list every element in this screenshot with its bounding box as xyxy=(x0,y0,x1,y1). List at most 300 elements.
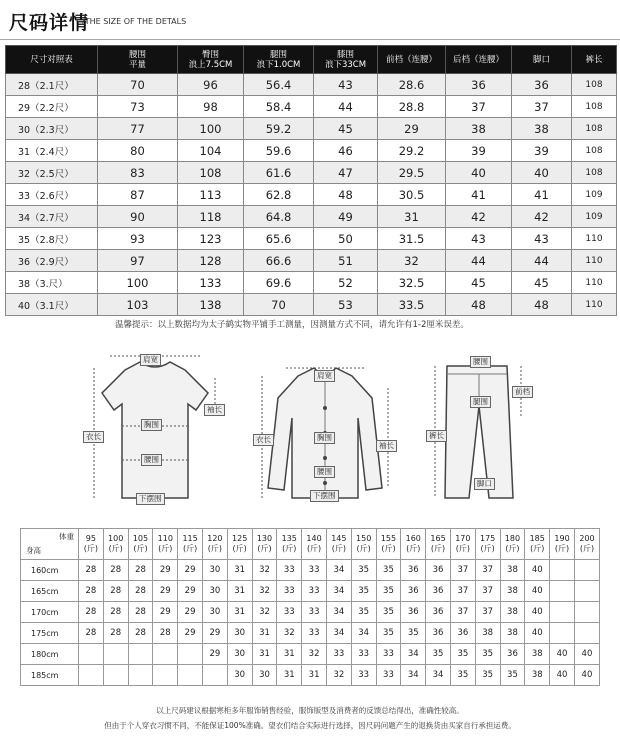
size-label-cell: 34（2.7尺） xyxy=(6,206,98,228)
weight-header-row xyxy=(21,529,600,560)
size-row xyxy=(6,118,617,140)
column-title: 脚口 xyxy=(532,54,550,65)
size-value-cell: 39 xyxy=(446,140,512,162)
size-recommendation-cell: 37 xyxy=(450,602,475,623)
size-value-cell: 28.8 xyxy=(378,96,446,118)
size-value-cell: 108 xyxy=(178,162,244,184)
weight-header-cell xyxy=(178,529,203,560)
column-title: 前档（连腰） xyxy=(385,54,437,65)
height-row xyxy=(21,560,600,581)
size-recommendation-cell: 38 xyxy=(500,581,525,602)
size-value-cell: 70 xyxy=(244,294,314,316)
page-header xyxy=(0,0,620,44)
size-recommendation-cell: 36 xyxy=(500,644,525,665)
column-subtitle: 浪下33CM xyxy=(324,59,367,70)
weight-value: 135 xyxy=(281,534,297,543)
length-label-2: 衣长 xyxy=(253,434,274,446)
size-recommendation-cell: 34 xyxy=(326,581,351,602)
height-row xyxy=(21,665,600,686)
size-recommendation-cell: 28 xyxy=(153,623,178,644)
weight-header-cell xyxy=(450,529,475,560)
size-column-header xyxy=(314,46,378,74)
size-recommendation-cell: 34 xyxy=(401,665,426,686)
size-value-cell: 138 xyxy=(178,294,244,316)
size-recommendation-cell: 31 xyxy=(277,644,302,665)
size-recommendation-cell: 38 xyxy=(525,665,550,686)
weight-header-cell xyxy=(525,529,550,560)
height-row xyxy=(21,602,600,623)
size-recommendation-cell xyxy=(550,581,575,602)
size-recommendation-cell: 35 xyxy=(351,581,376,602)
size-value-cell: 45 xyxy=(446,272,512,294)
weight-header-cell xyxy=(376,529,401,560)
size-recommendation-cell: 35 xyxy=(351,560,376,581)
size-value-cell: 32 xyxy=(378,250,446,272)
size-value-cell: 133 xyxy=(178,272,244,294)
size-row xyxy=(6,250,617,272)
size-recommendation-cell: 37 xyxy=(475,560,500,581)
size-recommendation-cell: 28 xyxy=(128,623,153,644)
size-recommendation-cell: 28 xyxy=(128,581,153,602)
size-recommendation-cell: 36 xyxy=(450,623,475,644)
size-recommendation-cell: 30 xyxy=(202,581,227,602)
weight-value: 180 xyxy=(504,534,521,543)
size-recommendation-cell xyxy=(79,644,104,665)
weight-header-cell xyxy=(326,529,351,560)
column-subtitle: 平量 xyxy=(128,59,146,70)
size-recommendation-cell: 32 xyxy=(252,560,277,581)
weight-header-cell xyxy=(574,529,599,560)
size-value-cell: 50 xyxy=(314,228,378,250)
size-recommendation-cell xyxy=(574,602,599,623)
size-value-cell: 42 xyxy=(446,206,512,228)
size-recommendation-cell: 30 xyxy=(227,623,252,644)
size-label-cell: 36（2.9尺） xyxy=(6,250,98,272)
size-recommendation-cell: 40 xyxy=(525,602,550,623)
size-recommendation-cell: 40 xyxy=(550,665,575,686)
size-value-cell: 62.8 xyxy=(244,184,314,206)
size-recommendation-cell: 35 xyxy=(475,644,500,665)
size-value-cell: 110 xyxy=(572,272,617,294)
size-value-cell: 44 xyxy=(314,96,378,118)
size-recommendation-cell: 40 xyxy=(550,644,575,665)
size-column-header xyxy=(244,46,314,74)
size-recommendation-cell: 33 xyxy=(351,665,376,686)
column-title: 腿围 xyxy=(269,49,287,60)
chest-label: 胸围 xyxy=(141,419,162,431)
sleeve-label-2: 袖长 xyxy=(376,440,397,452)
size-recommendation-cell: 29 xyxy=(178,623,203,644)
size-column-header xyxy=(6,46,98,74)
size-recommendation-cell: 33 xyxy=(351,644,376,665)
weight-header-cell xyxy=(500,529,525,560)
shoulder-label: 肩宽 xyxy=(140,354,161,366)
size-value-cell: 40 xyxy=(446,162,512,184)
size-recommendation-cell: 35 xyxy=(475,665,500,686)
weight-height-table xyxy=(20,528,600,686)
size-recommendation-cell xyxy=(178,644,203,665)
shoulder-label-2: 肩宽 xyxy=(314,370,335,382)
size-value-cell: 83 xyxy=(98,162,178,184)
size-recommendation-cell: 29 xyxy=(153,602,178,623)
size-recommendation-cell: 33 xyxy=(326,644,351,665)
size-recommendation-cell: 31 xyxy=(252,644,277,665)
size-value-cell: 31 xyxy=(378,206,446,228)
size-recommendation-cell: 35 xyxy=(376,581,401,602)
height-axis-label: 身高 xyxy=(26,546,41,555)
weight-unit: (斤) xyxy=(182,544,198,553)
height-label-cell: 165cm xyxy=(21,581,79,602)
size-recommendation-cell xyxy=(103,665,128,686)
size-recommendation-cell: 40 xyxy=(525,581,550,602)
size-recommendation-cell: 29 xyxy=(178,602,203,623)
weight-value: 175 xyxy=(480,534,496,543)
hem-label: 下摆围 xyxy=(136,493,165,505)
size-value-cell: 73 xyxy=(98,96,178,118)
size-value-cell: 48 xyxy=(446,294,512,316)
size-recommendation-cell: 30 xyxy=(227,644,252,665)
size-value-cell: 49 xyxy=(314,206,378,228)
weight-unit: (斤) xyxy=(232,544,247,553)
column-title: 臀围 xyxy=(201,49,219,60)
weight-header-cell xyxy=(103,529,128,560)
size-recommendation-cell: 36 xyxy=(426,581,451,602)
size-column-header xyxy=(512,46,572,74)
size-label-cell: 29（2.2尺） xyxy=(6,96,98,118)
size-label-cell: 31（2.4尺） xyxy=(6,140,98,162)
size-recommendation-cell: 35 xyxy=(351,602,376,623)
size-value-cell: 110 xyxy=(572,228,617,250)
size-recommendation-cell: 28 xyxy=(103,560,128,581)
size-recommendation-cell: 35 xyxy=(426,644,451,665)
weight-value: 185 xyxy=(529,534,545,543)
weight-unit: (斤) xyxy=(381,544,396,553)
size-recommendation-cell: 29 xyxy=(178,560,203,581)
size-recommendation-cell: 40 xyxy=(574,665,599,686)
size-recommendation-cell: 28 xyxy=(128,560,153,581)
weight-header-cell xyxy=(79,529,104,560)
size-recommendation-cell: 34 xyxy=(351,623,376,644)
size-value-cell: 40 xyxy=(512,162,572,184)
size-recommendation-cell: 28 xyxy=(79,581,104,602)
height-label-cell: 180cm xyxy=(21,644,79,665)
leg-opening-label: 脚口 xyxy=(474,478,495,490)
size-value-cell: 100 xyxy=(178,118,244,140)
size-value-cell: 48 xyxy=(512,294,572,316)
size-recommendation-cell: 35 xyxy=(376,602,401,623)
weight-unit: (斤) xyxy=(158,544,173,553)
height-label-cell: 175cm xyxy=(21,623,79,644)
size-value-cell: 98 xyxy=(178,96,244,118)
size-value-cell: 64.8 xyxy=(244,206,314,228)
size-value-cell: 104 xyxy=(178,140,244,162)
size-recommendation-cell: 28 xyxy=(79,602,104,623)
size-recommendation-cell: 36 xyxy=(401,560,426,581)
chest-label-2: 胸围 xyxy=(314,432,335,444)
size-value-cell: 44 xyxy=(446,250,512,272)
size-recommendation-cell xyxy=(153,665,178,686)
size-recommendation-cell: 33 xyxy=(277,602,302,623)
weight-unit: (斤) xyxy=(133,544,148,553)
size-recommendation-cell xyxy=(574,581,599,602)
size-value-cell: 59.6 xyxy=(244,140,314,162)
size-recommendation-cell: 40 xyxy=(525,560,550,581)
weight-value: 170 xyxy=(455,534,471,543)
column-title: 膝围 xyxy=(336,49,354,60)
size-value-cell: 37 xyxy=(512,96,572,118)
size-value-cell: 41 xyxy=(512,184,572,206)
size-value-cell: 28.6 xyxy=(378,74,446,96)
size-recommendation-cell: 35 xyxy=(376,623,401,644)
column-subtitle: 浪上7.5CM xyxy=(188,59,233,70)
height-row xyxy=(21,581,600,602)
size-value-cell: 90 xyxy=(98,206,178,228)
size-recommendation-cell: 36 xyxy=(426,560,451,581)
size-recommendation-cell: 36 xyxy=(426,623,451,644)
size-value-cell: 70 xyxy=(98,74,178,96)
size-recommendation-cell: 34 xyxy=(326,623,351,644)
size-recommendation-cell: 29 xyxy=(202,623,227,644)
size-value-cell: 33.5 xyxy=(378,294,446,316)
size-recommendation-cell: 31 xyxy=(302,665,327,686)
weight-header-cell xyxy=(550,529,575,560)
size-value-cell: 97 xyxy=(98,250,178,272)
size-recommendation-cell: 29 xyxy=(202,644,227,665)
size-value-cell: 38 xyxy=(446,118,512,140)
weight-unit: (斤) xyxy=(505,544,520,553)
weight-value: 165 xyxy=(430,534,446,543)
size-recommendation-cell: 33 xyxy=(302,560,327,581)
size-value-cell: 43 xyxy=(512,228,572,250)
size-value-cell: 118 xyxy=(178,206,244,228)
size-chart-table xyxy=(5,45,617,316)
size-row xyxy=(6,184,617,206)
weight-unit: (斤) xyxy=(480,544,495,553)
size-recommendation-cell: 28 xyxy=(103,602,128,623)
size-recommendation-cell: 35 xyxy=(450,665,475,686)
size-recommendation-cell: 30 xyxy=(202,602,227,623)
size-value-cell: 87 xyxy=(98,184,178,206)
size-recommendation-cell: 31 xyxy=(227,602,252,623)
weight-axis-label: 体重 xyxy=(59,532,74,541)
size-row xyxy=(6,162,617,184)
weight-unit: (斤) xyxy=(554,544,570,553)
weight-header-cell xyxy=(401,529,426,560)
weight-unit: (斤) xyxy=(430,544,446,553)
size-value-cell: 29 xyxy=(378,118,446,140)
size-value-cell: 113 xyxy=(178,184,244,206)
size-recommendation-cell xyxy=(128,665,153,686)
size-value-cell: 51 xyxy=(314,250,378,272)
size-value-cell: 47 xyxy=(314,162,378,184)
size-recommendation-cell: 37 xyxy=(475,581,500,602)
waist-label: 腰围 xyxy=(141,454,162,466)
size-recommendation-cell: 32 xyxy=(302,644,327,665)
size-row xyxy=(6,206,617,228)
weight-unit: (斤) xyxy=(108,544,123,553)
size-value-cell: 80 xyxy=(98,140,178,162)
footnote-line-1: 以上尺码建议根据寒柜多年服饰销售经验，服饰版型及消费者的反馈总结得出，准确性较高。 xyxy=(156,706,464,715)
weight-value: 130 xyxy=(256,534,273,543)
weight-unit: (斤) xyxy=(331,544,346,553)
weight-value: 145 xyxy=(331,534,347,543)
size-recommendation-cell: 33 xyxy=(302,581,327,602)
size-recommendation-cell: 31 xyxy=(227,560,252,581)
size-recommendation-cell: 35 xyxy=(450,644,475,665)
size-label-cell: 35（2.8尺） xyxy=(6,228,98,250)
weight-value: 140 xyxy=(306,534,322,543)
size-recommendation-cell: 38 xyxy=(500,623,525,644)
weight-value: 120 xyxy=(207,534,223,543)
size-recommendation-cell: 40 xyxy=(525,623,550,644)
size-row xyxy=(6,140,617,162)
size-label-cell: 30（2.3尺） xyxy=(6,118,98,140)
size-recommendation-cell: 33 xyxy=(376,665,401,686)
weight-value: 100 xyxy=(108,534,124,543)
weight-value: 150 xyxy=(356,534,372,543)
size-value-cell: 93 xyxy=(98,228,178,250)
weight-header-cell xyxy=(277,529,302,560)
size-recommendation-cell xyxy=(574,560,599,581)
sleeve-label: 袖长 xyxy=(204,404,225,416)
weight-unit: (斤) xyxy=(530,544,545,553)
size-value-cell: 100 xyxy=(98,272,178,294)
column-title: 裤长 xyxy=(585,54,603,65)
size-value-cell: 58.4 xyxy=(244,96,314,118)
size-value-cell: 36 xyxy=(512,74,572,96)
weight-header-cell xyxy=(153,529,178,560)
page-title: 尺码详情 xyxy=(9,12,90,34)
garment-diagrams xyxy=(70,348,550,518)
size-value-cell: 42 xyxy=(512,206,572,228)
size-recommendation-cell xyxy=(550,623,575,644)
size-value-cell: 45 xyxy=(512,272,572,294)
weight-header-cell xyxy=(128,529,153,560)
hem-label-2: 下摆围 xyxy=(310,490,339,502)
size-value-cell: 29.5 xyxy=(378,162,446,184)
weight-value: 190 xyxy=(554,534,570,543)
size-value-cell: 32.5 xyxy=(378,272,446,294)
size-recommendation-cell: 33 xyxy=(302,623,327,644)
size-column-header xyxy=(178,46,244,74)
column-title: 尺寸对照表 xyxy=(30,54,73,65)
header-divider xyxy=(0,39,620,40)
size-recommendation-cell xyxy=(103,644,128,665)
size-label-cell: 38（3.尺） xyxy=(6,272,98,294)
size-recommendation-cell: 36 xyxy=(401,581,426,602)
column-title: 腰围 xyxy=(128,49,146,60)
weight-header-cell xyxy=(351,529,376,560)
weight-value: 110 xyxy=(157,534,173,543)
size-recommendation-cell xyxy=(202,665,227,686)
size-column-header xyxy=(98,46,178,74)
weight-value: 105 xyxy=(132,534,149,543)
weight-header-cell xyxy=(475,529,500,560)
size-value-cell: 56.4 xyxy=(244,74,314,96)
size-recommendation-cell xyxy=(153,644,178,665)
weight-unit: (斤) xyxy=(406,544,421,553)
size-value-cell: 31.5 xyxy=(378,228,446,250)
size-recommendation-cell: 37 xyxy=(450,581,475,602)
height-row xyxy=(21,644,600,665)
size-recommendation-cell: 38 xyxy=(500,602,525,623)
size-recommendation-cell: 30 xyxy=(202,560,227,581)
size-recommendation-cell: 35 xyxy=(500,665,525,686)
size-recommendation-cell: 31 xyxy=(252,623,277,644)
size-value-cell: 69.6 xyxy=(244,272,314,294)
weight-unit: (斤) xyxy=(455,544,470,553)
size-value-cell: 36 xyxy=(446,74,512,96)
size-value-cell: 108 xyxy=(572,118,617,140)
size-label-cell: 40（3.1尺） xyxy=(6,294,98,316)
size-value-cell: 38 xyxy=(512,118,572,140)
weight-value: 155 xyxy=(380,534,397,543)
size-recommendation-cell xyxy=(574,623,599,644)
size-value-cell: 96 xyxy=(178,74,244,96)
size-value-cell: 103 xyxy=(98,294,178,316)
column-title: 后档（连腰） xyxy=(452,54,504,65)
weight-header-cell xyxy=(202,529,227,560)
size-value-cell: 108 xyxy=(572,140,617,162)
weight-unit: (斤) xyxy=(83,544,99,553)
size-label-cell: 33（2.6尺） xyxy=(6,184,98,206)
waist-label-2: 腰围 xyxy=(314,466,335,478)
height-label-cell: 185cm xyxy=(21,665,79,686)
weight-unit: (斤) xyxy=(356,544,371,553)
size-recommendation-cell: 33 xyxy=(277,581,302,602)
size-recommendation-cell: 34 xyxy=(426,665,451,686)
page-subtitle: /THE SIZE OF THE DETALS xyxy=(82,17,187,26)
size-recommendation-cell: 29 xyxy=(178,581,203,602)
size-value-cell: 41 xyxy=(446,184,512,206)
weight-unit: (斤) xyxy=(282,544,297,553)
size-recommendation-cell: 34 xyxy=(326,560,351,581)
size-recommendation-cell: 34 xyxy=(401,644,426,665)
size-recommendation-cell: 35 xyxy=(401,623,426,644)
size-recommendation-cell: 31 xyxy=(277,665,302,686)
size-value-cell: 30.5 xyxy=(378,184,446,206)
size-label-cell: 28（2.1尺） xyxy=(6,74,98,96)
height-label-cell: 160cm xyxy=(21,560,79,581)
size-label-cell: 32（2.5尺） xyxy=(6,162,98,184)
size-value-cell: 39 xyxy=(512,140,572,162)
size-value-cell: 110 xyxy=(572,250,617,272)
weight-value: 95 xyxy=(85,534,96,543)
size-value-cell: 108 xyxy=(572,96,617,118)
weight-height-corner xyxy=(21,529,79,560)
size-row xyxy=(6,272,617,294)
size-recommendation-cell xyxy=(550,602,575,623)
size-row xyxy=(6,96,617,118)
size-value-cell: 109 xyxy=(572,184,617,206)
size-recommendation-cell: 38 xyxy=(500,560,525,581)
size-row xyxy=(6,74,617,96)
size-value-cell: 48 xyxy=(314,184,378,206)
size-recommendation-cell: 33 xyxy=(302,602,327,623)
size-recommendation-cell: 40 xyxy=(574,644,599,665)
size-recommendation-cell: 38 xyxy=(475,623,500,644)
weight-unit: (斤) xyxy=(257,544,272,553)
size-recommendation-cell xyxy=(79,665,104,686)
weight-value: 125 xyxy=(232,534,248,543)
size-row xyxy=(6,294,617,316)
size-table-header xyxy=(6,46,617,74)
weight-header-cell xyxy=(426,529,451,560)
weight-header-cell xyxy=(227,529,252,560)
size-recommendation-cell xyxy=(550,560,575,581)
size-value-cell: 37 xyxy=(446,96,512,118)
size-recommendation-cell: 36 xyxy=(426,602,451,623)
